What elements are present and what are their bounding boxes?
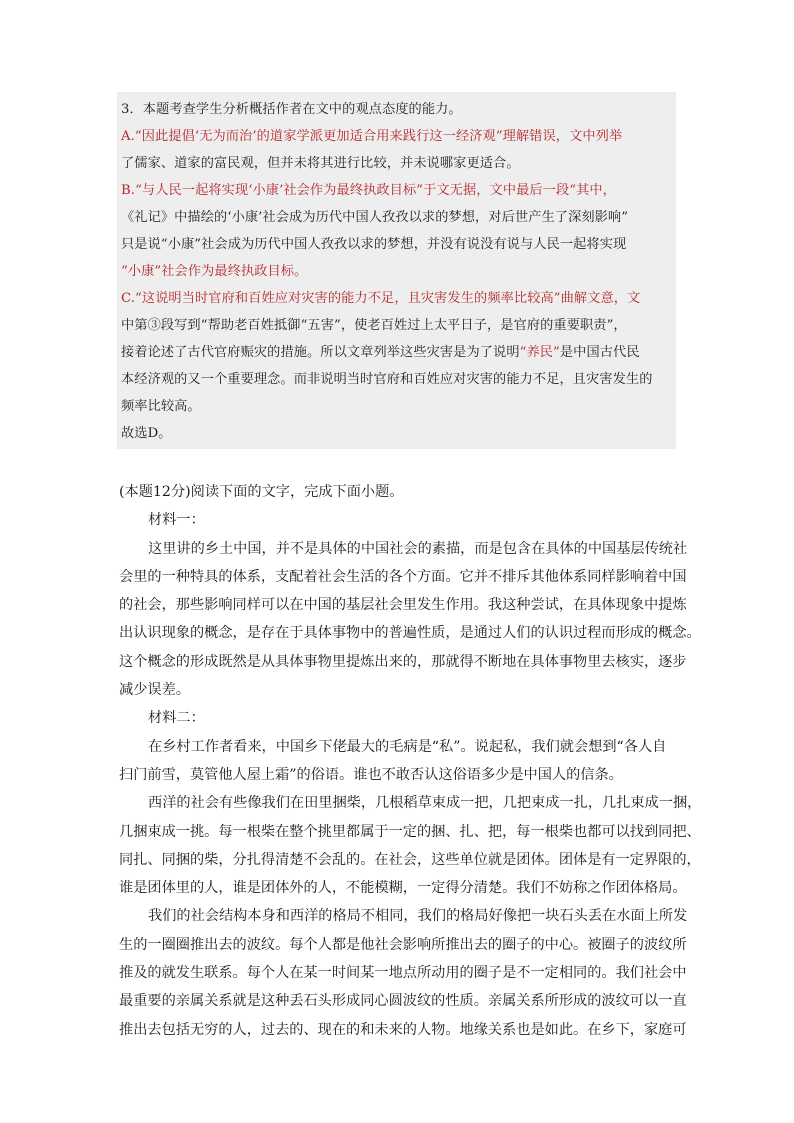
option-c-line-3 [121,339,672,366]
material-1-line-3: 的社会，那些影响同样可以在中国的基层社会里发生作用。我这种尝试，在具体现象中提炼 [119,597,687,614]
option-a-line-2: 了儒家、道家的富民观，但并未将其进行比较，并未说哪家更适合。 [121,156,520,171]
material-1-line-2: 会里的一种特具的体系，支配着社会生活的各个方面。它并不排斥其他体系同样影响着中国 [119,568,687,585]
material-2-title: 材料二： [148,710,205,727]
option-a-line-1: A.“因此提倡‘无为而治’的道家学派更加适合用来践行这一经济观”理解错误，文中列举 [121,129,623,144]
material-2-p3-line-1: 我们的社会结构本身和西洋的格局不相同，我们的格局好像把一块石头丢在水面上所发 [148,908,688,925]
option-c-line-3-part-a: 接着论述了古代官府赈灾的措施。所以文章列举这些灾害是为了说明 [121,345,520,360]
material-1-line-1: 这里讲的乡土中国，并不是具体的中国社会的素描，而是包含在具体的中国基层传统社 [148,540,688,557]
material-2-p3-line-2: 生的一圈圈推出去的波纹。每个人都是他社会影响所推出去的圈子的中心。被圈子的波纹所 [119,936,687,953]
option-c-line-5: 频率比较高。 [121,399,201,414]
material-1-title: 材料一： [148,512,205,529]
material-2-p2-line-3: 同扎、同捆的柴，分扎得清楚不会乱的。在社会，这些单位就是团体。团体是有一定界限的， [119,851,701,868]
material-1-line-6: 减少误差。 [119,682,190,699]
material-2-p1-line-1: 在乡村工作者看来，中国乡下佬最大的毛病是“私”。说起私，我们就会想到“各人自 [148,738,667,755]
material-2-p3-line-5: 推出去包括无穷的人，过去的、现在的和未来的人物。地缘关系也是如此。在乡下，家庭可 [119,1021,687,1038]
reading-passage [119,478,702,1044]
question-3-line: 3．本题考查学生分析概括作者在文中的观点态度的能力。 [121,102,462,117]
option-c-line-3-part-b: 是中国古代民 [559,345,640,360]
option-b-line-4: “小康”社会作为最终执政目标。 [121,264,308,279]
answer-explanation-box [117,92,676,449]
material-1-line-5: 这个概念的形成既然是从具体事物里提炼出来的，那就得不断地在具体事物里去核实，逐步 [119,653,687,670]
material-2-p2-line-1: 西洋的社会有些像我们在田里捆柴，几根稻草束成一把，几把束成一扎，几扎束成一捆， [148,795,702,812]
final-answer: 故选D。 [121,426,172,441]
option-c-line-4: 本经济观的又一个重要理念。而非说明当时官府和百姓应对灾害的能力不足，且灾害发生的 [121,372,653,387]
material-2-p1-line-2: 扫门前雪，莫管他人屋上霜”的俗语。谁也不敢否认这俗语多少是中国人的信条。 [119,766,623,783]
material-2-p3-line-3: 推及的就发生联系。每个人在某一时间某一地点所动用的圈子是不一定相同的。我们社会中 [119,965,687,982]
option-b-line-1: B.“与人民一起将实现‘小康’社会作为最终执政目标”于文无据，文中最后一段“其中， [121,183,616,198]
option-c-line-2: 中第③段写到“帮助老百姓抵御“五害”，使老百姓过上太平日子，是官府的重要职责”， [121,318,627,333]
material-1-line-4: 出认识现象的概念，是存在于具体事物中的普遍性质，是通过人们的认识过程而形成的概念。 [119,625,701,642]
option-c-line-1: C.“这说明当时官府和百姓应对灾害的能力不足，且灾害发生的频率比较高”曲解文意，文 [121,291,641,306]
material-2-p3-line-4: 最重要的亲属关系就是这种丢石头形成同心圆波纹的性质。亲属关系所形成的波纹可以一直 [119,993,687,1010]
option-b-line-3: 只是说“小康”社会成为历代中国人孜孜以求的梦想，并没有说没有说与人民一起将实现 [121,237,627,252]
material-2-p2-line-2: 几捆束成一挑。每一根柴在整个挑里都属于一定的捆、扎、把，每一根柴也都可以找到同把、 [119,823,701,840]
passage-intro: (本题12分)阅读下面的文字，完成下面小题。 [119,484,404,500]
material-2-p2-line-4: 谁是团体里的人，谁是团体外的人，不能模糊，一定得分清楚。我们不妨称之作团体格局。 [119,880,687,897]
option-c-highlight-yangmin: “养民” [519,345,560,360]
option-b-line-2: 《礼记》中描绘的‘小康’社会成为历代中国人孜孜以求的梦想，对后世产生了深刻影响” [121,210,629,225]
